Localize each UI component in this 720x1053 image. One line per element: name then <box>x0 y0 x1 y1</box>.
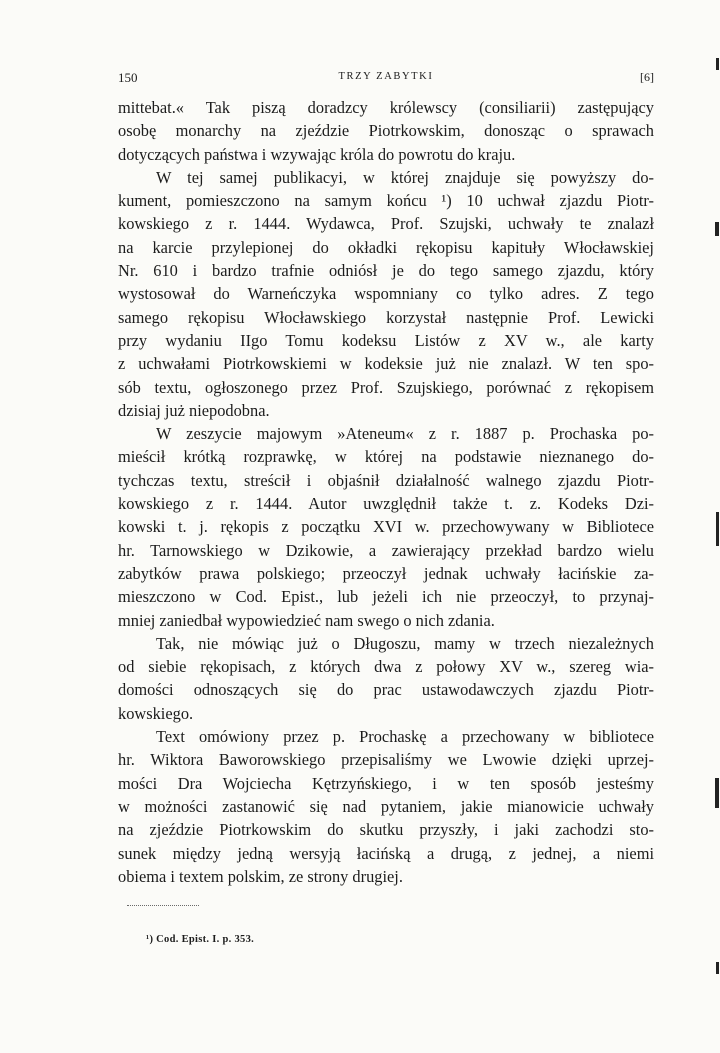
text-line: Text omówiony przez p. Prochaskę a przechowany w bibliotece <box>156 727 654 747</box>
text-line: domości odnoszących się do prac ustawodawczych zjazdu Piotr- <box>118 680 654 700</box>
text-line: na karcie przylepionej do okładki rękopisu kapituły Włocławskiej <box>118 237 654 257</box>
text-line: sób textu, ogłoszonego przez Prof. Szujskiego, porównać z rękopisem <box>118 377 654 397</box>
text-line: kowskiego z r. 1444. Autor uwzględnił także t. z. Kodeks Dzi- <box>118 494 654 514</box>
text-line: kument, pomieszczono na samym końcu ¹) 10 uchwał zjazdu Piotr- <box>118 191 654 211</box>
text-line: dotyczących państwa i wzywając króla do powrotu do kraju. <box>118 144 516 164</box>
text-line: obiema i textem polskim, ze strony drugiej. <box>118 866 403 886</box>
text-line: hr. Wiktora Baworowskiego przepisaliśmy we Lwowie dzięki uprzej- <box>118 750 654 770</box>
running-header <box>118 70 654 88</box>
text-line: z uchwałami Piotrkowskiemi w kodeksie już nie znalazł. W ten spo- <box>118 354 654 374</box>
signature-mark: [6] <box>640 70 654 84</box>
scan-edge-mark <box>716 512 719 546</box>
text-line: mittebat.« Tak piszą doradzcy królewscy (consiliarii) zastępujący <box>118 98 654 117</box>
scan-edge-mark <box>716 962 719 974</box>
text-line: osobę monarchy na zjeździe Piotrkowskim, donosząc o sprawach <box>118 121 654 141</box>
text-line: kowskiego z r. 1444. Wydawca, Prof. Szujski, uchwały te znalazł <box>118 214 654 234</box>
text-line: W tej samej publikacyi, w której znajduje się powyższy do- <box>156 167 654 187</box>
text-line: od siebie rękopisach, z których dwa z połowy XV w., szereg wia- <box>118 657 654 677</box>
text-line: tychczas textu, streścił i objaśnił działalność walnego zjazdu Piotr- <box>118 470 654 490</box>
text-line: sunek między jedną wersyją łacińską a drugą, z jednej, a niemi <box>118 843 654 863</box>
running-title: TRZY ZABYTKI <box>338 71 434 82</box>
text-line: mniej zaniedbał wypowiedzieć nam swego o nich zdania. <box>118 610 495 630</box>
footnote: ¹) Cod. Epist. I. p. 353. <box>146 934 255 945</box>
text-line: kowski t. j. rękopis z początku XVI w. przechowywany w Bibliotece <box>118 517 654 537</box>
main-text <box>118 96 654 888</box>
footnote-separator <box>127 905 199 906</box>
text-line: samego rękopisu Włocławskiego korzystał następnie Prof. Lewicki <box>118 307 654 327</box>
text-line: w możności zastanowić się nad pytaniem, jakie mianowicie uchwały <box>118 796 654 816</box>
text-line: Tak, nie mówiąc już o Długoszu, mamy w trzech niezależnych <box>156 633 654 653</box>
scan-edge-mark <box>715 778 719 808</box>
text-line: kowskiego. <box>118 703 194 723</box>
text-line: na zjeździe Piotrkowskim do skutku przyszły, i jaki zachodzi sto- <box>118 820 654 840</box>
scan-edge-mark <box>716 58 719 70</box>
text-line: mieścił krótką rozprawkę, w której na podstawie nieznanego do- <box>118 447 654 467</box>
text-line: mieszczono w Cod. Epist., lub jeżeli ich nie przeoczył, to przynaj- <box>118 587 654 607</box>
text-line: przy wydaniu IIgo Tomu kodeksu Listów z XV w., ale karty <box>118 330 654 350</box>
text-line: Nr. 610 i bardzo trafnie odniósł je do tego samego zjazdu, który <box>118 261 654 281</box>
text-line: zabytków prawa polskiego; przeoczył jednak uchwały łacińskie za- <box>118 563 654 583</box>
page-number: 150 <box>118 70 138 85</box>
scan-edge-mark <box>715 222 719 236</box>
text-line: W zeszycie majowym »Ateneum« z r. 1887 p. Prochaska po- <box>156 424 654 444</box>
text-line: wystosował do Warneńczyka wspomniany co tylko adres. Z tego <box>118 284 654 304</box>
text-line: dzisiaj już niepodobna. <box>118 400 270 420</box>
text-line: mości Dra Wojciecha Kętrzyńskiego, i w ten sposób jesteśmy <box>118 773 654 793</box>
text-line: hr. Tarnowskiego w Dzikowie, a zawierający przekład bardzo wielu <box>118 540 654 560</box>
